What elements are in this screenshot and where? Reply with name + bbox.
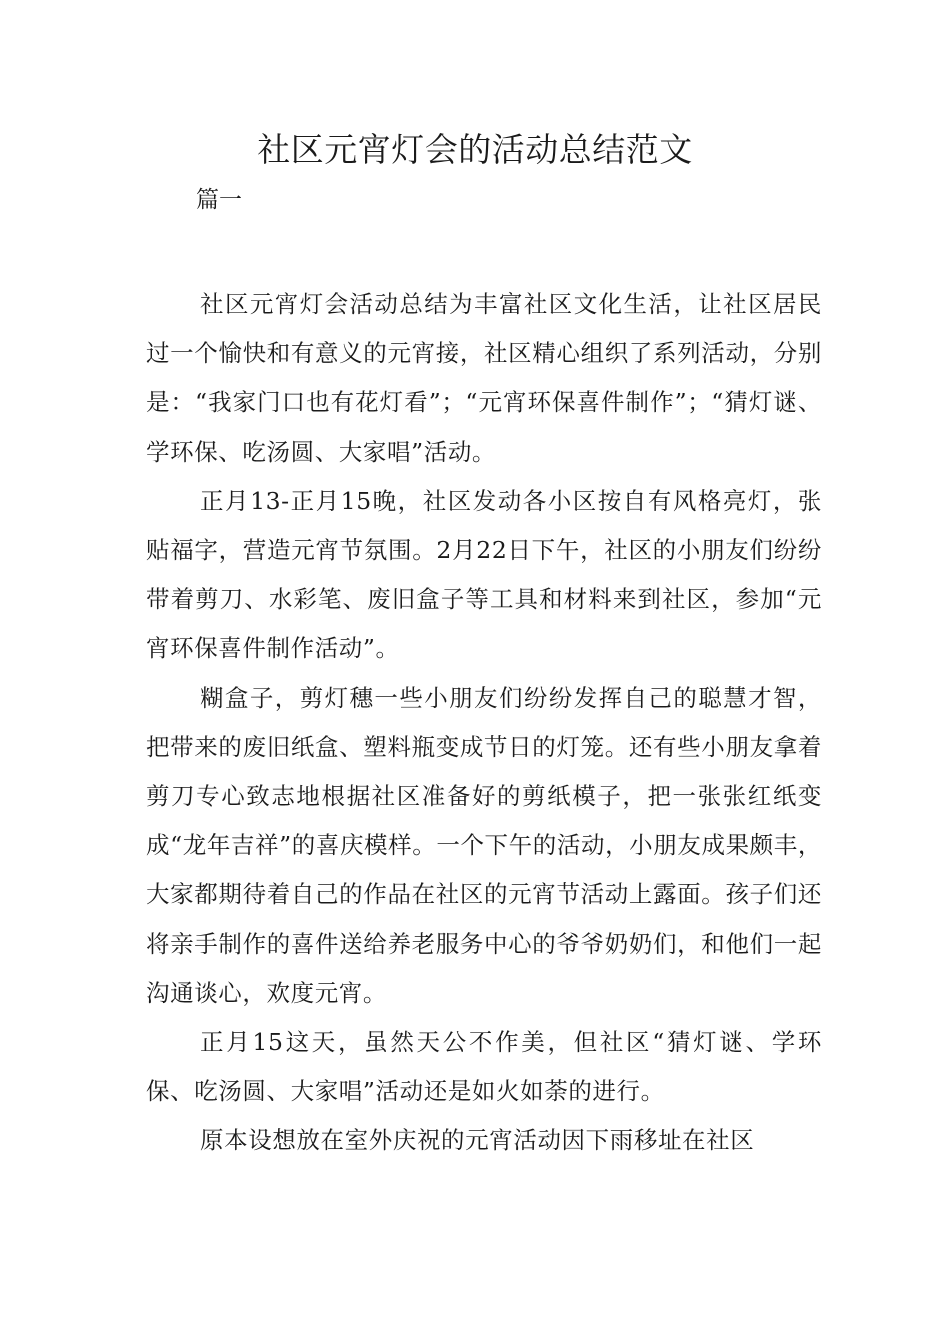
body-paragraph: 正月15这天，虽然天公不作美，但社区“猜灯谜、学环保、吃汤圆、大家唱”活动还是如火如荼的进行。 (146, 1028, 822, 1106)
document-title: 社区元宵灯会的活动总结范文 (257, 130, 693, 169)
section-label: 篇一 (196, 187, 242, 213)
body-paragraph: 原本设想放在室外庆祝的元宵活动因下雨移址在社区 (200, 1126, 755, 1155)
body-paragraph: 糊盒子，剪灯穗一些小朋友们纷纷发挥自己的聪慧才智，把带来的废旧纸盒、塑料瓶变成节日的灯笼。还有些小朋友拿着剪刀专心致志地根据社区准备好的剪纸模子，把一张张红纸变成“龙年吉祥”的喜庆模样。一个下午的活动，小朋友成果颇丰，大家都期待着自己的作品在社区的元宵节活动上露面。孩子们还将亲手制作的喜件送给养老服务中心的爷爷奶奶们，和他们一起沟通谈心，欢度元宵。 (146, 683, 822, 1007)
body-paragraph: 正月13-正月15晚，社区发动各小区按自有风格亮灯，张贴福字，营造元宵节氛围。2月22日下午，社区的小朋友们纷纷带着剪刀、水彩笔、废旧盒子等工具和材料来到社区，参加“元宵环保喜件制作活动”。 (146, 486, 822, 663)
body-paragraph: 社区元宵灯会活动总结为丰富社区文化生活，让社区居民过一个愉快和有意义的元宵接，社区精心组织了系列活动，分别是：“我家门口也有花灯看”；“元宵环保喜件制作”；“猜灯谜、学环保、吃汤圆、大家唱”活动。 (146, 290, 822, 466)
document-body (146, 280, 822, 1166)
